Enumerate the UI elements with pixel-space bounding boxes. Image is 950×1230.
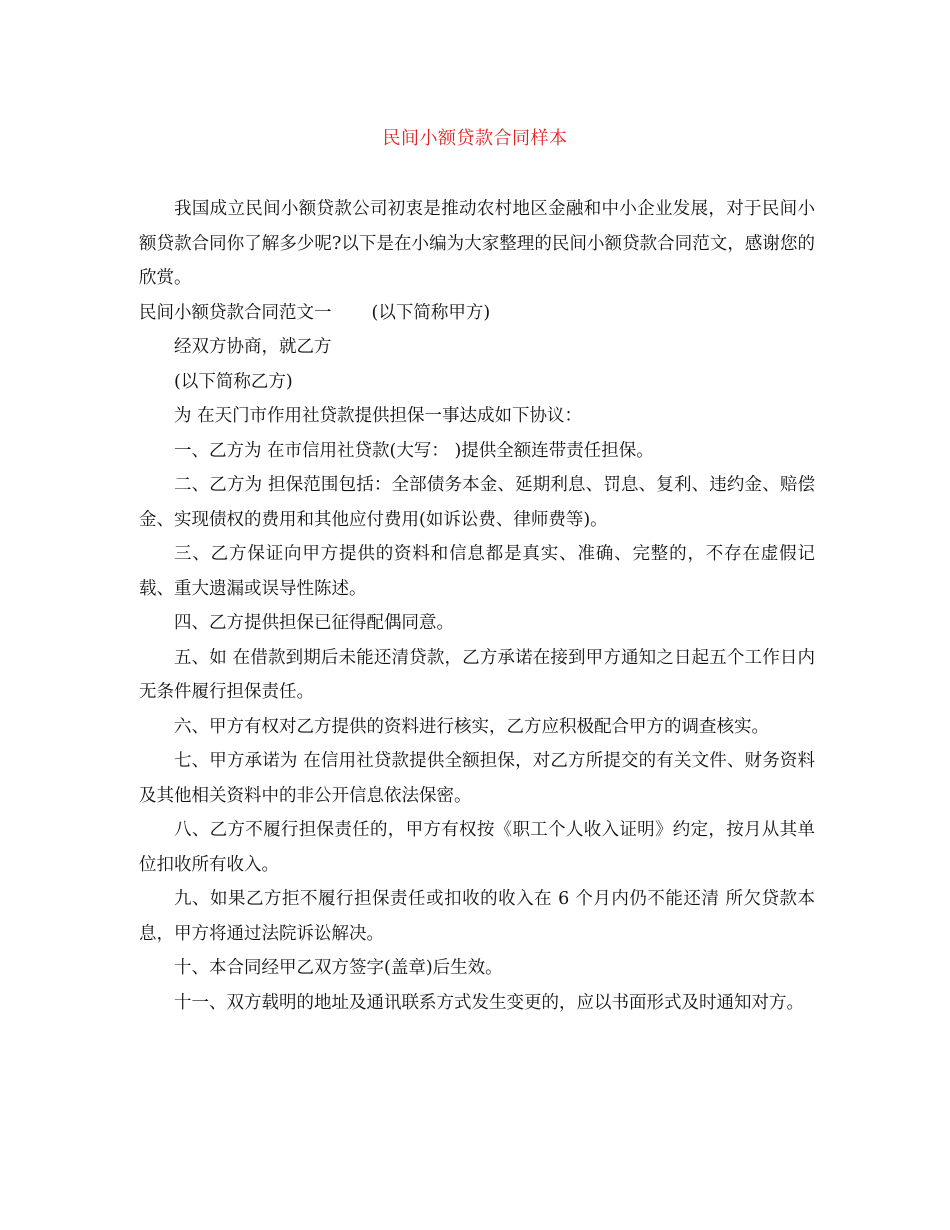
consultation-paragraph: 经双方协商，就乙方 — [174, 337, 332, 357]
clause-6: 六、甲方有权对乙方提供的资料进行核实，乙方应积极配合甲方的调查核实。 — [174, 716, 769, 737]
party-a-abbreviation: (以下简称甲方) — [371, 302, 491, 323]
party-b-abbreviation: (以下简称乙方) — [174, 371, 293, 392]
clause-9: 九、如果乙方拒不履行担保责任或扣收的收入在 6 个月内仍不能还清 所欠贷款本息，甲方将通过法院诉讼解决。 — [139, 889, 815, 944]
clause-11: 十一、双方载明的地址及通讯联系方式发生变更的，应以书面形式及时通知对方。 — [174, 992, 804, 1013]
clause-1: 一、乙方为 在市信用社贷款(大写： )提供全额连带责任担保。 — [174, 440, 654, 461]
clause-10: 十、本合同经甲乙双方签字(盖章)后生效。 — [174, 958, 503, 978]
intro-paragraph: 我国成立民间小额贷款公司初衷是推动农村地区金融和中小企业发展，对于民间小额贷款合同你了解多少呢?以下是在小编为大家整理的民间小额贷款合同范文，感谢您的欣赏。 — [139, 199, 815, 288]
contract-heading: 民间小额贷款合同范文一 — [139, 302, 332, 323]
clause-4: 四、乙方提供担保已征得配偶同意。 — [174, 613, 454, 633]
clause-3: 三、乙方保证向甲方提供的资料和信息都是真实、准确、完整的，不存在虚假记载、重大遗漏或误导性陈述。 — [139, 544, 815, 599]
document-title: 民间小额贷款合同样本 — [382, 128, 568, 149]
clause-2: 二、乙方为 担保范围包括：全部债务本金、延期利息、罚息、复利、违约金、赔偿金、实现债权的费用和其他应付费用(如诉讼费、律师费等)。 — [139, 475, 815, 530]
clause-5: 五、如 在借款到期后未能还清贷款，乙方承诺在接到甲方通知之日起五个工作日内无条件履行担保责任。 — [139, 647, 815, 702]
clause-7: 七、甲方承诺为 在信用社贷款提供全额担保，对乙方所提交的有关文件、财务资料及其他相关资料中的非公开信息依法保密。 — [139, 751, 815, 806]
document-body — [139, 192, 815, 1020]
contract-heading-line — [139, 296, 815, 331]
agreement-paragraph: 为 在天门市作用社贷款提供担保一事达成如下协议： — [174, 406, 583, 426]
clause-8: 八、乙方不履行担保责任的，甲方有权按《职工个人收入证明》约定，按月从其单位扣收所有收入。 — [139, 820, 815, 875]
